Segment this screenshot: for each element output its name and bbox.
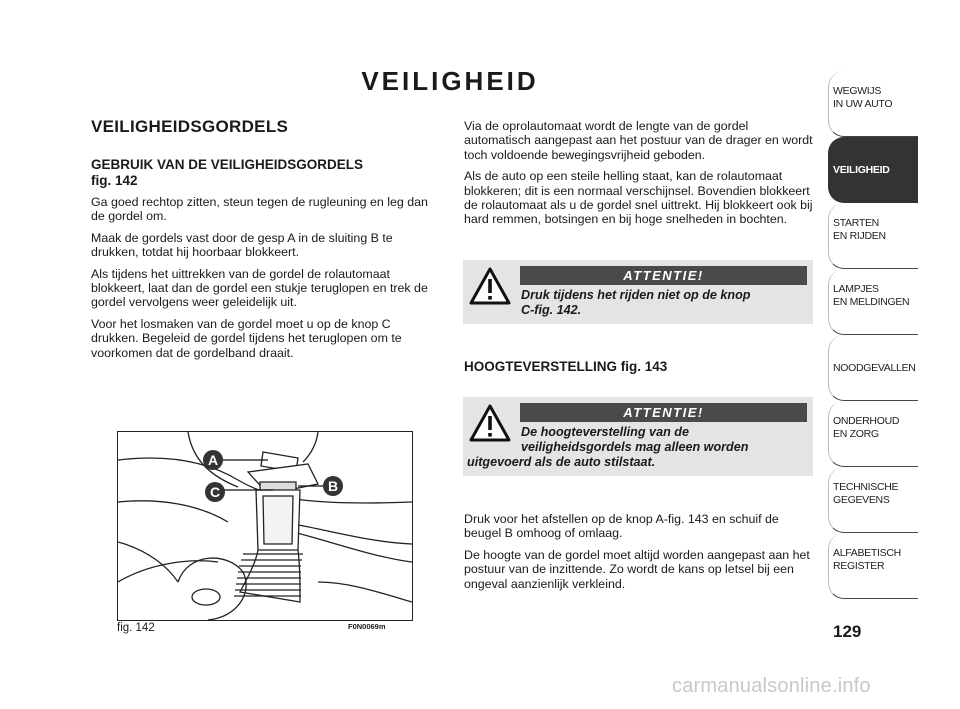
page-title: VEILIGHEID [361, 66, 539, 96]
left-column [91, 117, 441, 367]
sub-heading-right [464, 359, 667, 374]
paragraph: Als tijdens het uittrekken van de gordel de rolautomaat blokkeert, laat dan de gordel een stukje teruglopen en trek de gordel vervolgens weer geleidelijk uit. [91, 266, 428, 310]
section-heading: VEILIGHEIDSGORDELS [91, 117, 289, 136]
tab-wegwijs[interactable]: WEGWIJS IN UW AUTO [828, 71, 918, 137]
paragraph: Voor het losmaken van de gordel moet u op de knop C drukken. Begeleid de gordel tijdens het teruglopen om te voorkomen dat de gordelband draait. [91, 316, 402, 360]
warning-line: Druk tijdens het rijden niet op de knop [521, 288, 751, 302]
tab-noodgevallen[interactable]: NOODGEVALLEN [828, 335, 918, 401]
paragraph: Als de auto op een steile helling staat, kan de rolautomaat blokkeren; dit is een normaal verschijnsel. Bovendien blokkeert de rolautomaat als u de gordel snel uittrekt. Hij blokkeert ook bij hard remmen, botsingen en bij hoge snelheden in bochten. [464, 169, 813, 227]
warning-text [521, 288, 751, 318]
callout-c-label: C [209, 484, 221, 500]
watermark: carmanualsonline.info [672, 675, 871, 697]
sub-heading-text: HOOGTEVERSTELLING [464, 359, 618, 374]
seatbelt-illustration [118, 432, 412, 620]
seatbelt-figure [117, 431, 413, 621]
tab-alfabetisch[interactable]: ALFABETISCH REGISTER [828, 533, 918, 599]
tab-technische[interactable]: TECHNISCHE GEGEVENS [828, 467, 918, 533]
tab-lampjes[interactable]: LAMPJES EN MELDINGEN [828, 269, 918, 335]
page-number: 129 [833, 622, 862, 641]
warning-label: ATTENTIE! [520, 266, 807, 285]
callout-a-label: A [207, 452, 219, 468]
paragraph: Maak de gordels vast door de gesp A in de sluiting B te drukken, totdat hij hoorbaar blokkeert. [91, 230, 393, 260]
warning-icon [469, 267, 511, 305]
tab-veiligheid[interactable]: VEILIGHEID [828, 137, 918, 203]
chapter-tabs [828, 71, 918, 599]
paragraph: De hoogte van de gordel moet altijd worden aangepast aan het postuur van de inzittende. Zo wordt de kans op letsel bij een ongeval aanzienlijk verkleind. [464, 547, 810, 591]
sub-heading-fig: fig. 142 [91, 173, 138, 188]
warning-text: uitgevoerd als de auto stilstaat. [467, 455, 656, 469]
callout-b-label: B [327, 478, 339, 494]
warning-box [463, 260, 813, 324]
paragraph: Druk voor het afstellen op de knop A-fig. 143 en schuif de beugel B omhoog of omlaag. [464, 512, 779, 541]
paragraph: Via de oprolautomaat wordt de lengte van de gordel automatisch aangepast aan het postuur van de drager en wordt toch voldoende bewegingsvrijheid geboden. [464, 119, 813, 162]
warning-line: C-fig. 142. [521, 303, 582, 317]
warning-text: De hoogteverstelling van de [521, 425, 689, 439]
paragraph: Ga goed rechtop zitten, steun tegen de rugleuning en leg dan de gordel om. [91, 195, 428, 224]
right-column-bottom [464, 512, 814, 598]
sub-heading-text: GEBRUIK VAN DE VEILIGHEIDSGORDELS [91, 157, 364, 172]
right-column [464, 119, 814, 234]
tab-starten[interactable]: STARTEN EN RIJDEN [828, 203, 918, 269]
figure-code: F0N0069m [348, 622, 386, 631]
sub-heading-fig: fig. 143 [620, 359, 668, 374]
tab-onderhoud[interactable]: ONDERHOUD EN ZORG [828, 401, 918, 467]
warning-label: ATTENTIE! [520, 403, 807, 422]
warning-icon [469, 404, 511, 442]
warning-text: veiligheidsgordels mag alleen worden [521, 440, 749, 454]
sub-heading [91, 157, 441, 189]
warning-box [463, 397, 813, 476]
figure-caption: fig. 142 [117, 622, 155, 634]
